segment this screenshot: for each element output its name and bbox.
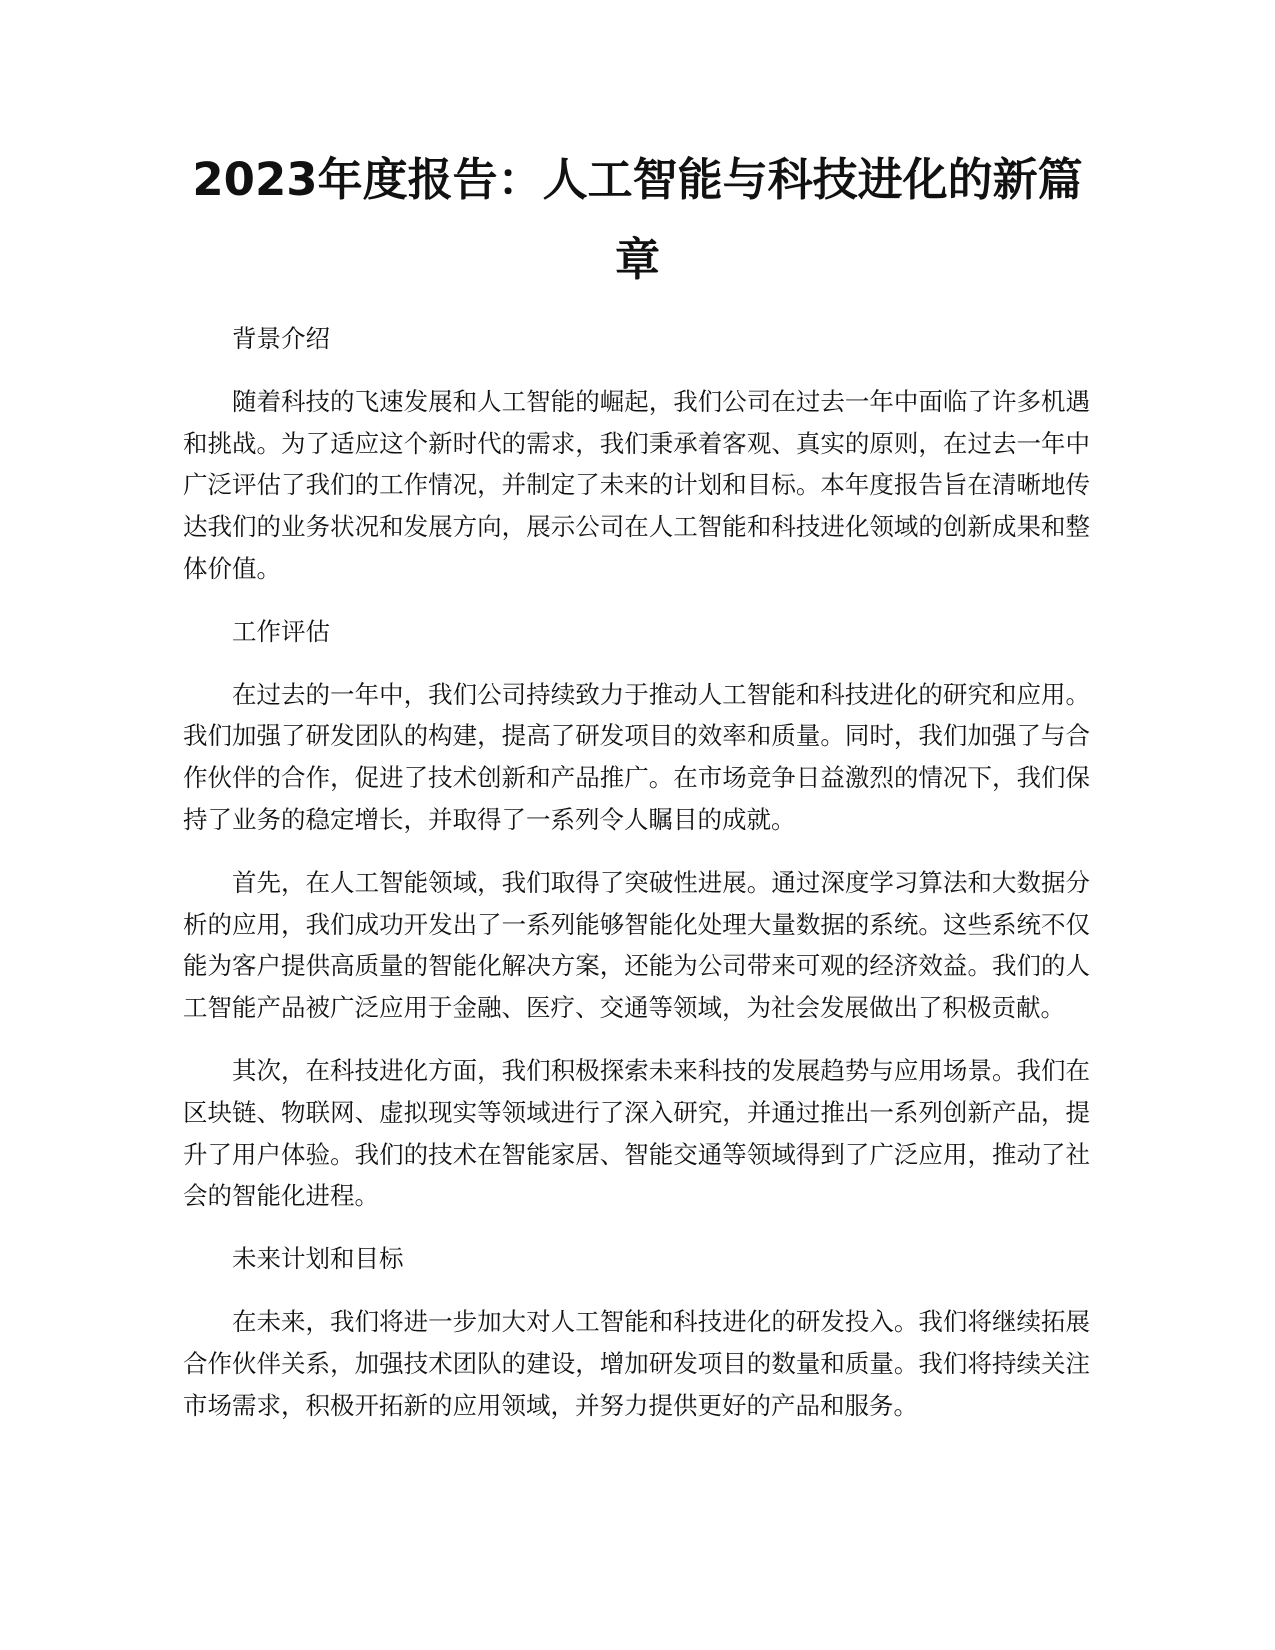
section-heading-evaluation: 工作评估 (232, 616, 330, 646)
section-heading-background: 背景介绍 (232, 324, 330, 353)
paragraph-evaluation-2: 首先，在人工智能领域，我们取得了突破性进展。通过深度学习算法和大数据分析的应用，我们成功开发出了一系列能够智能化处理大量数据的系统。这些系统不仅能为客户提供高质量的智能化解决方案，还能为公司带来可观的经济效益。我们的人工智能产品被广泛应用于金融、医疗、交通等领域，为社会发展做出了积极贡献。 (183, 867, 1090, 1023)
paragraph-background: 随着科技的飞速发展和人工智能的崛起，我们公司在过去一年中面临了许多机遇和挑战。为了适应这个新时代的需求，我们秉承着客观、真实的原则，在过去一年中广泛评估了我们的工作情况，并制定了未来的计划和目标。本年度报告旨在清晰地传达我们的业务状况和发展方向，展示公司在人工智能和科技进化领域的创新成果和整体价值。 (183, 386, 1090, 583)
section-heading-future: 未来计划和目标 (232, 1244, 404, 1274)
paragraph-evaluation-1: 在过去的一年中，我们公司持续致力于推动人工智能和科技进化的研究和应用。我们加强了研发团队的构建，提高了研发项目的效率和质量。同时，我们加强了与合作伙伴的合作，促进了技术创新和产品推广。在市场竞争日益激烈的情况下，我们保持了业务的稳定增长，并取得了一系列令人瞩目的成就。 (183, 679, 1090, 834)
paragraph-future-1: 在未来，我们将进一步加大对人工智能和科技进化的研发投入。我们将继续拓展合作伙伴关系，加强技术团队的建设，增加研发项目的数量和质量。我们将持续关注市场需求，积极开拓新的应用领域，并努力提供更好的产品和服务。 (183, 1306, 1090, 1420)
document-title: 2023年度报告：人工智能与科技进化的新篇章 (192, 153, 1083, 286)
document-body (183, 318, 1090, 1447)
paragraph-evaluation-3: 其次，在科技进化方面，我们积极探索未来科技的发展趋势与应用场景。我们在区块链、物联网、虚拟现实等领域进行了深入研究，并通过推出一系列创新产品，提升了用户体验。我们的技术在智能家居、智能交通等领域得到了广泛应用，推动了社会的智能化进程。 (183, 1055, 1090, 1211)
